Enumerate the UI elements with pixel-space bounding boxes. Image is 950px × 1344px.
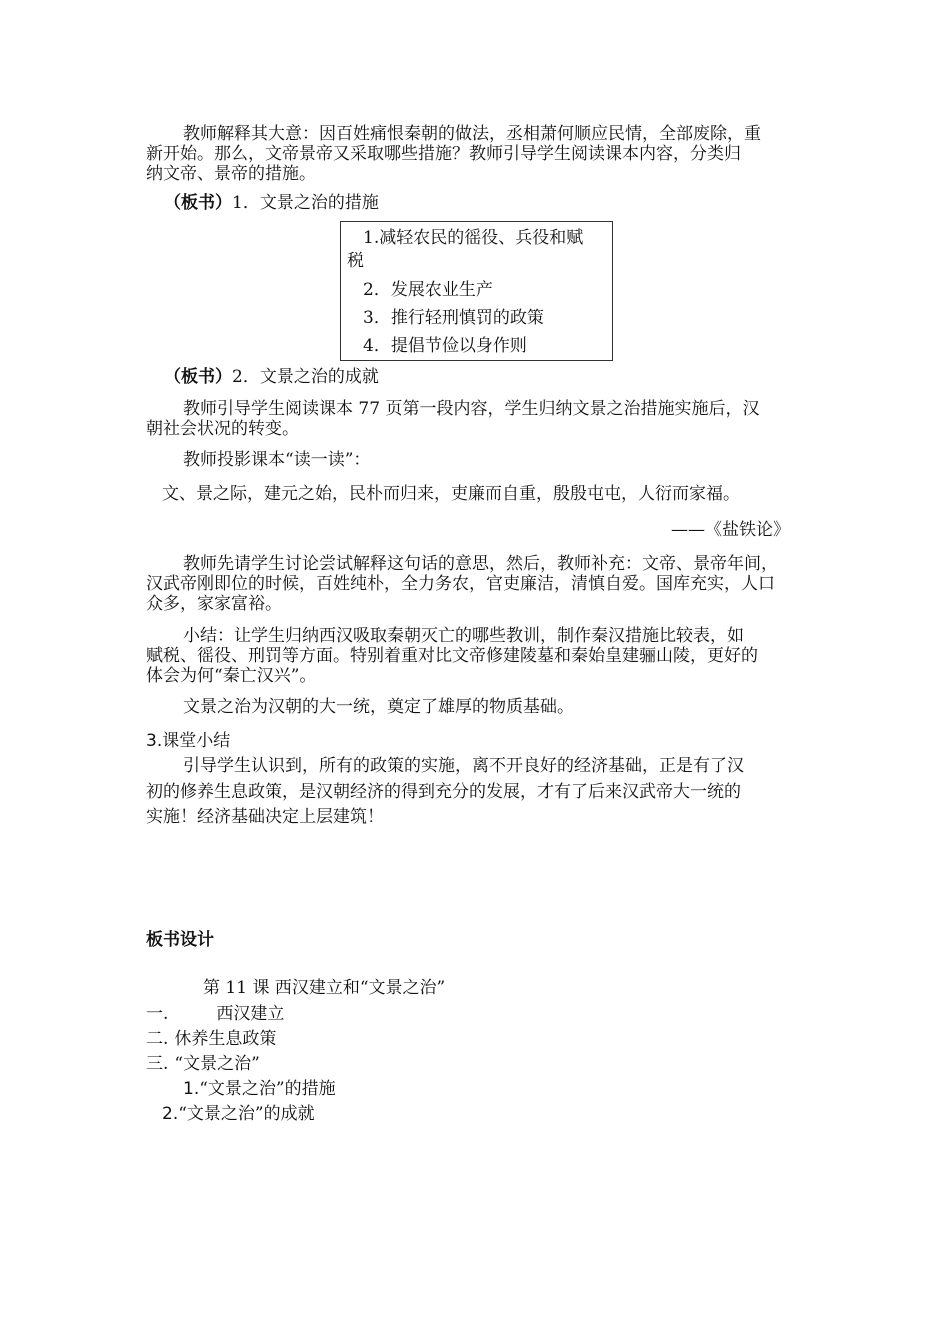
board-tag: （板书） xyxy=(164,193,232,213)
board-sub-1 xyxy=(183,1079,336,1099)
summary-line-2: 赋税、徭役、刑罚等方面。特别着重对比文帝修建陵墓和秦始皇建骊山陵，更好的 xyxy=(146,646,758,666)
guide-line-2: 朝社会状况的转变。 xyxy=(146,419,299,439)
board-item-2 xyxy=(146,1029,276,1049)
measure-item: 4．提倡节俭以身作则 xyxy=(363,336,527,356)
class-summary-line-3: 实施！经济基础决定上层建筑！ xyxy=(146,807,384,827)
explain-line-1: 教师先请学生讨论尝试解释这句话的意思，然后，教师补充：文帝、景帝年间， xyxy=(183,554,778,574)
board-item-text: 西汉建立 xyxy=(216,1004,285,1024)
class-summary-line-1: 引导学生认识到，所有的政策的实施，离不开良好的经济基础，正是有了汉 xyxy=(183,756,744,776)
intro-line-1: 教师解释其大意：因百姓痛恨秦朝的做法，丞相萧何顺应民情，全部废除，重 xyxy=(183,124,761,144)
board-sub-number: 2. xyxy=(162,1104,179,1124)
intro-line-3: 纳文帝、景帝的措施。 xyxy=(146,164,316,184)
class-summary-heading: 3.课堂小结 xyxy=(146,731,231,751)
board-tag: （板书） xyxy=(164,367,232,387)
board-item-1 xyxy=(146,1004,284,1024)
board-item-number: 一. xyxy=(146,1004,169,1024)
summary-line-1: 小结：让学生归纳西汉吸取秦朝灭亡的哪些教训，制作秦汉措施比较表，如 xyxy=(183,626,744,646)
summary-line-3: 体会为何“秦亡汉兴”。 xyxy=(146,666,317,686)
board-item-3 xyxy=(146,1054,260,1074)
board-note-1 xyxy=(164,193,379,213)
measure-item: 1.减轻农民的徭役、兵役和赋 xyxy=(363,228,584,248)
board-sub-text: “文景之治”的措施 xyxy=(199,1079,336,1099)
board-design-heading: 板书设计 xyxy=(146,930,214,950)
quote-source: ——《盐铁论》 xyxy=(671,520,790,540)
measure-item: 2．发展农业生产 xyxy=(363,280,493,300)
board-note-2 xyxy=(164,367,379,387)
board-sub-number: 1. xyxy=(183,1079,200,1099)
projection-line: 教师投影课本“读一读”： xyxy=(183,450,371,470)
conclusion-line: 文景之治为汉朝的大一统，奠定了雄厚的物质基础。 xyxy=(183,697,574,717)
board-text: 1．文景之治的措施 xyxy=(232,193,379,213)
measures-box xyxy=(340,221,613,361)
measure-item: 税 xyxy=(347,251,364,271)
board-design-title: 第 11 课 西汉建立和“文景之治” xyxy=(203,978,446,998)
intro-line-2: 新开始。那么，文帝景帝又采取哪些措施？教师引导学生阅读课本内容，分类归 xyxy=(146,144,741,164)
quote-text: 文、景之际，建元之始，民朴而归来，吏廉而自重，殷殷屯屯，人衍而家福。 xyxy=(162,484,740,504)
measure-item: 3．推行轻刑慎罚的政策 xyxy=(363,308,544,328)
board-item-text: 休养生息政策 xyxy=(174,1029,277,1049)
board-item-text: “文景之治” xyxy=(174,1054,260,1074)
class-summary-line-2: 初的修养生息政策，是汉朝经济的得到充分的发展，才有了后来汉武帝大一统的 xyxy=(146,782,741,802)
board-sub-text: “文景之治”的成就 xyxy=(178,1104,315,1124)
board-item-number: 二. xyxy=(146,1029,169,1049)
board-text: 2．文景之治的成就 xyxy=(232,367,379,387)
explain-line-3: 众多，家家富裕。 xyxy=(146,594,282,614)
guide-line-1: 教师引导学生阅读课本 77 页第一段内容，学生归纳文景之治措施实施后，汉 xyxy=(183,399,760,419)
board-item-number: 三. xyxy=(146,1054,169,1074)
board-sub-2 xyxy=(162,1104,315,1124)
explain-line-2: 汉武帝刚即位的时候，百姓纯朴，全力务农，官吏廉洁，清慎自爱。国库充实，人口 xyxy=(146,574,775,594)
